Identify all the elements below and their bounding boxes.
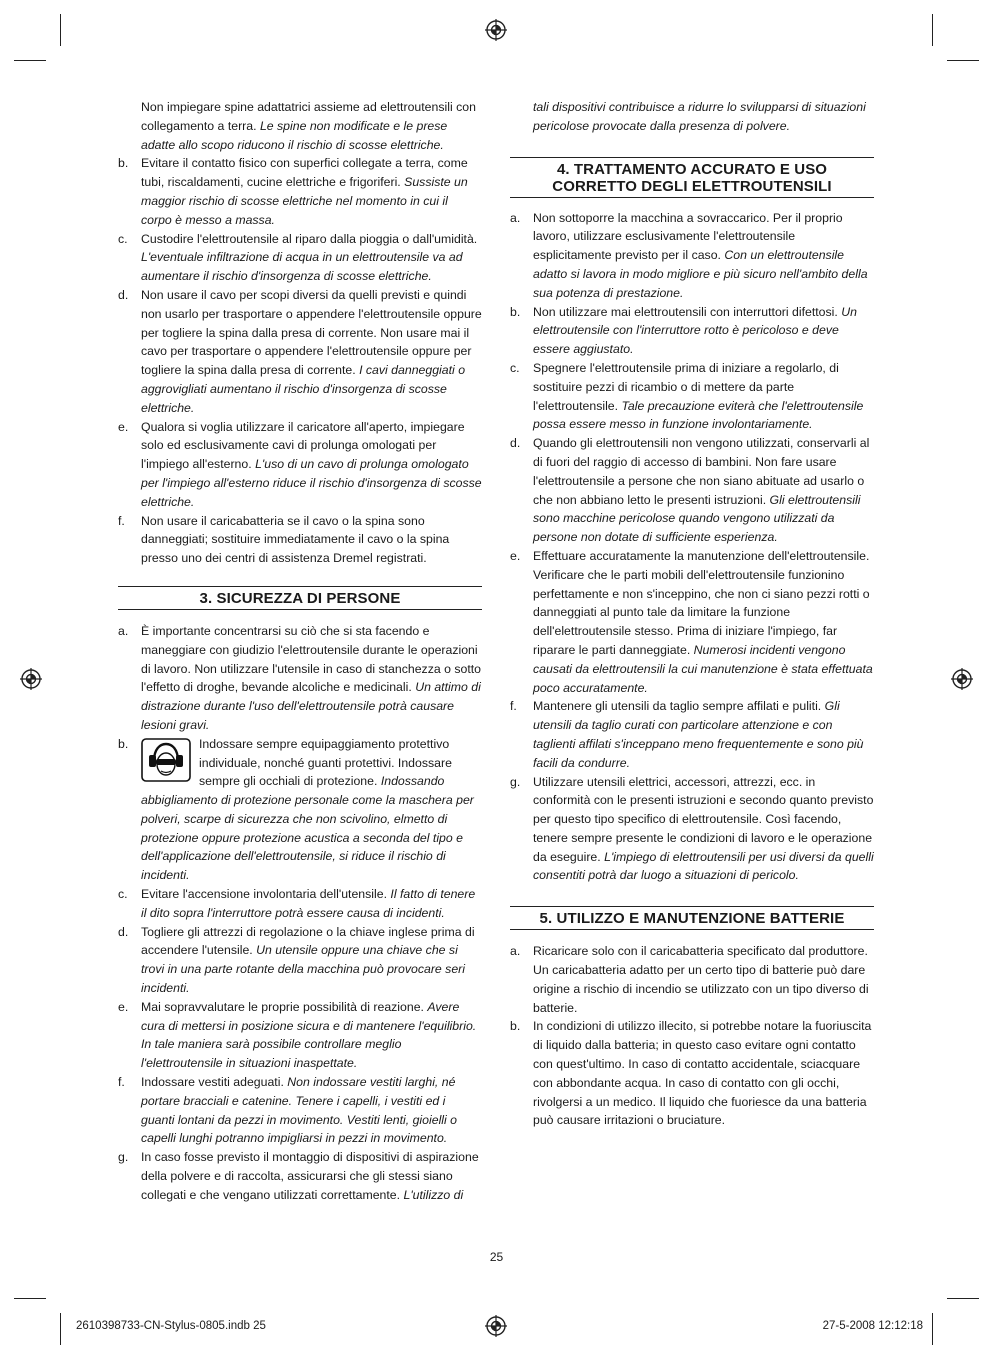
list-item: g. Utilizzare utensili elettrici, accessori, attrezzi, ecc. in conformità con le presenti istruzioni e secondo quanto previsto per questo tipo specifico di elettroutensile. Così facendo, tenere sempre presente le condizioni di lavoro e le operazione da eseguire. L'impiego di elettroutensili per usi diversi da quelli consentiti potrà dar luogo a situazioni di pericolo. <box>510 774 874 883</box>
crop-mark <box>14 60 46 61</box>
list-item: d. Non usare il cavo per scopi diversi da quelli previsti e quindi non usarlo per trasportare o appendere l'elettroutensile oppure per togliere la spina dalla presa di corrente. Non usare mai il cavo per trasportare o appendere l'elettroutensile oppure per togliere la spina dalla presa di corrente. I cavi danneggiati o aggrovigliati aumentano il rischio d'insorgenza di scosse elettriche. <box>118 287 482 415</box>
list-item: b. Indossare sempre equipaggiamento protettivo individuale, nonché guanti protettivi. Indossare sempre gli occhiali di protezione. Indossando abbigliamento di protezione personale come la maschera per polveri, scarpe di sicurezza che non scivolino, elmetto di protezione oppure protezione acustica a seconda del tipo e dell'applicazione dell'elettroutensile, si riduce il rischio di incidenti. <box>118 736 474 883</box>
list-item: d. Togliere gli attrezzi di regolazione o la chiave inglese prima di accendere l'utensile. Un utensile oppure una chiave che si trovi in una parte rotante della macchina può provocare seri incidenti. <box>118 924 475 996</box>
list-item: c. Evitare l'accensione involontaria dell'utensile. Il fatto di tenere il dito sopra l'interruttore potrà essere causa di incidenti. <box>118 887 476 920</box>
registration-mark-icon <box>20 668 42 690</box>
right-column <box>510 98 874 1130</box>
list-item: e. Effettuare accuratamente la manutenzione dell'elettroutensile. Verificare che le parti mobili dell'elettroutensile funzionino perfettamente e non s'inceppino, che non ci siano pezzi rotti o danneggiati al punto tale da limitare la funzione dell'elettroutensile stesso. Prima di iniziare l'impiego, far riparare le parti danneggiate. Numerosi incidenti vengono causati da elettroutensili la cui manutenzione è stata effettuata poco accuratamente. <box>510 548 873 695</box>
list-item: b. In condizioni di utilizzo illecito, si potrebbe notare la fuoriuscita di liquido dalla batteria; in questo caso evitare ogni contatto con quest'ultimo. In caso di contatto accidentale, sciacquare con abbondante acqua. In caso di contatto con gli occhi, rivolgersi a un medico. Il liquido che fuoriesce da una batteria può causare irritazioni o bruciature. <box>510 1019 872 1128</box>
registration-mark-icon <box>951 668 973 690</box>
paragraph-intro: Non impiegare spine adattatrici assieme ad elettroutensili con collegamento a terra. Le spine non modificate e le prese adatte allo scopo riducono il rischio di scosse elettriche. <box>141 100 476 152</box>
page-number: 25 <box>489 1250 504 1264</box>
list-item: g. In caso fosse previsto il montaggio di dispositivi di aspirazione della polvere e di raccolta, assicurarsi che gli stessi siano collegati e che vengano utilizzati correttamente. L'utilizzo di <box>118 1150 479 1202</box>
crop-mark <box>932 1313 933 1345</box>
footer-date: 27-5-2008 12:12:18 <box>822 1320 923 1332</box>
list-item: f. Mantenere gli utensili da taglio sempre affilati e puliti. Gli utensili da taglio curati con particolare attenzione e con taglienti affilati s'inceppano meno frequentemente e sono più facili da condurre. <box>510 699 864 770</box>
crop-mark <box>947 1298 979 1299</box>
list-item: f. Non usare il caricabatteria se il cavo o la spina sono danneggiati; sostituire immediatamente il cavo o la spina presso uno dei centri di assistenza Dremel registrati. <box>118 513 450 566</box>
list-item: b. Evitare il contatto fisico con superfici collegate a terra, come tubi, riscaldamenti, cucine elettriche e frigoriferi. Sussiste un maggior rischio di scosse elettriche nel momento in cui il corpo è messo a massa. <box>118 156 468 227</box>
crop-mark <box>60 14 61 46</box>
list-item: e. Qualora si voglia utilizzare il caricatore all'aperto, impiegare solo ed esclusivamente cavi di prolunga omologati per l'impiego all'esterno. L'uso di un cavo di prolunga omologato per l'impiego all'esterno riduce il rischio d'insorgenza di scosse elettriche. <box>118 419 482 509</box>
section-heading: 4. TRATTAMENTO ACCURATO E USO CORRETTO DEGLI ELETTROUTENSILI <box>510 157 874 198</box>
list-item: a. Ricaricare solo con il caricabatteria specificato dal produttore. Un caricabatteria adatto per un certo tipo di batterie può dare origine a rischio di incendio se utilizzato con un tipo diverso di batterie. <box>510 944 869 1015</box>
paragraph-continuation: tali dispositivi contribuisce a ridurre lo svilupparsi di situazioni pericolose provocate dalla presenza di polvere. <box>533 100 866 133</box>
left-column <box>118 98 482 1205</box>
section-heading: 3. SICUREZZA DI PERSONE <box>118 586 482 610</box>
registration-mark-icon <box>485 19 507 41</box>
section-heading: 5. UTILIZZO E MANUTENZIONE BATTERIE <box>510 906 874 930</box>
list-item: a. Non sottoporre la macchina a sovraccarico. Per il proprio lavoro, utilizzare esclusivamente l'elettroutensile esplicitamente previsto per il caso. Con un elettroutensile adatto si lavora in modo migliore e più sicuro nell'ambito della sua potenza di prestazione. <box>510 210 868 300</box>
crop-mark <box>60 1313 61 1345</box>
crop-mark <box>932 14 933 46</box>
list-item: f. Indossare vestiti adeguati. Non indossare vestiti larghi, né portare bracciali e catenine. Tenere i capelli, i vestiti ed i guanti lontani da pezzi in movimento. Vestiti lenti, gioielli o capelli lunghi potranno impigliarsi in pezzi in movimento. <box>118 1075 458 1146</box>
footer-file: 2610398733-CN-Stylus-0805.indb 25 <box>76 1320 266 1332</box>
crop-mark <box>947 60 979 61</box>
crop-mark <box>14 1298 46 1299</box>
safety-glasses-icon <box>141 738 191 782</box>
list-item: d. Quando gli elettroutensili non vengono utilizzati, conservarli al di fuori del raggio di accesso di bambini. Non fare usare l'elettroutensile a persone che non siano abituate ad usarlo o che non abbiano letto le presenti istruzioni. Gli elettroutensili sono macchine pericolose quando vengono utilizzati da persone non dotate di sufficiente esperienza. <box>510 436 870 545</box>
list-item: c. Spegnere l'elettroutensile prima di iniziare a regolarlo, di sostituire pezzi di ricambio o di mettere da parte l'elettroutensile. Tale precauzione eviterà che l'elettroutensile possa essere messo in funzione involontariamente. <box>510 360 864 432</box>
list-item: b. Non utilizzare mai elettroutensili con interruttori difettosi. Un elettroutensile con l'interruttore rotto è pericoloso e deve essere aggiustato. <box>510 304 857 357</box>
registration-mark-icon <box>485 1315 507 1337</box>
list-item: e. Mai sopravvalutare le proprie possibilità di reazione. Avere cura di mettersi in posizione sicura e di mantenere l'equilibrio. In tale maniera sarà possibile controllare meglio l'elettroutensile in situazioni inaspettate. <box>118 999 477 1071</box>
list-item: a. È importante concentrarsi su ciò che si sta facendo e maneggiare con giudizio l'elettroutensile durante le operazioni di lavoro. Non utilizzare l'utensile in caso di stanchezza o sotto l'effetto di droghe, bevande alcoliche e medicinali. Un attimo di distrazione durante l'uso dell'elettroutensile potrà causare lesioni gravi. <box>118 623 482 732</box>
list-item: c. Custodire l'elettroutensile al riparo dalla pioggia o dall'umidità. L'eventuale infiltrazione di acqua in un elettroutensile va ad aumentare il rischio d'insorgenza di scosse elettriche. <box>118 231 478 284</box>
